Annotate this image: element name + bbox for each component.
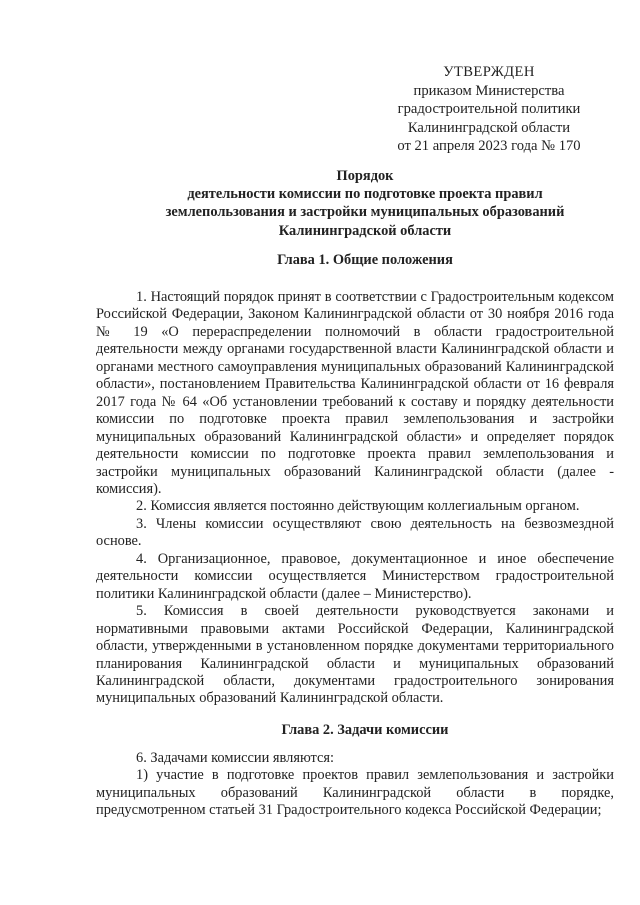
approval-date-line: от 21 апреля 2023 года № 170 (397, 138, 581, 155)
paragraph: 5. Комиссия в своей деятельности руководствуется законами и нормативными правовыми актами Российской Федерации, Калининградской области, утвержденными в установленном порядке документами территориального планирования Калининградской области и муниципальных образований Калининградской области, документами градостроительного зонирования муниципальных образований Калининградской области. (96, 603, 614, 707)
paragraph: 4. Организационное, правовое, документационное и иное обеспечение деятельности комиссии осуществляется Министерством градостроительной политики Калининградской области (далее – Министерство). (96, 550, 614, 602)
paragraph: 2. Комиссия является постоянно действующим коллегиальным органом. (136, 498, 580, 515)
title-line: землепользования и застройки муниципальных образований (165, 204, 565, 221)
title-line: Порядок (336, 168, 394, 184)
approval-heading: УТВЕРЖДЕН (443, 64, 535, 80)
approval-line: градостроительной политики (397, 101, 581, 118)
paragraph: 3. Члены комиссии осуществляют свою деятельность на безвозмездной основе. (96, 515, 614, 550)
paragraph: 1. Настоящий порядок принят в соответствии с Градостроительным кодексом Российской Федерации, Законом Калининградской области от 30 ноября 2016 года № 19 «О перераспределении полномочий в области градостроительной деятельности между органами государственной власти Калининградской области и органами местного самоуправления муниципальных образований Калининградской области», постановлением Правительства Калининградской области от 16 февраля 2017 года № 64 «Об установлении требований к составу и порядку деятельности комиссии по подготовке проекта правил землепользования и застройки муниципальных образований Калининградской области» и определяет порядок деятельности комиссии по подготовке проекта правил землепользования и застройки муниципальных образований Калининградской области (далее - комиссия). (96, 289, 614, 497)
paragraph: 6. Задачами комиссии являются: (136, 750, 334, 766)
approval-line: Калининградской области (407, 119, 571, 136)
chapter-1-body (96, 289, 614, 708)
title-line: Калининградской области (278, 222, 452, 239)
chapter-2-heading: Глава 2. Задачи комиссии (281, 722, 449, 738)
chapter-2-body (96, 750, 614, 820)
paragraph: 1) участие в подготовке проектов правил землепользования и застройки муниципальных образований Калининградской области в порядке, предусмотренном статьей 31 Градостроительного кодекса Российской Федерации; (96, 767, 614, 819)
title-line: деятельности комиссии по подготовке проекта правил (187, 186, 543, 203)
approval-stamp (384, 63, 594, 156)
approval-line: приказом Министерства (413, 82, 565, 99)
document-title (80, 167, 640, 240)
chapter-1-heading: Глава 1. Общие положения (277, 252, 453, 268)
